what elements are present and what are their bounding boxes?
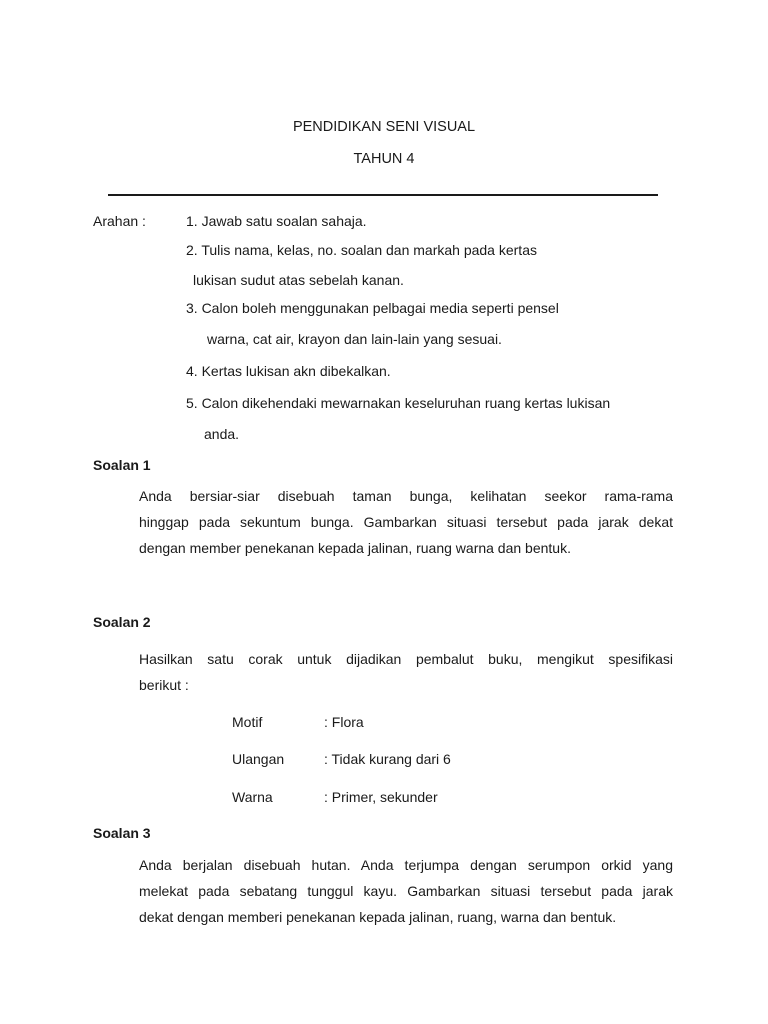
soalan3-line: Anda berjalan disebuah hutan. Anda terjumpa dengan serumpon orkid yang xyxy=(139,857,673,873)
soalan1-heading: Soalan 1 xyxy=(93,457,151,473)
arahan-item-5-cont: anda. xyxy=(204,426,240,442)
header-divider xyxy=(108,194,658,196)
spec-label-motif: Motif xyxy=(232,714,263,730)
soalan1-line: hinggap pada sekuntum bunga. Gambarkan situasi tersebut pada jarak dekat xyxy=(139,514,673,530)
soalan2-heading: Soalan 2 xyxy=(93,614,151,630)
arahan-item-4: 4. Kertas lukisan akn dibekalkan. xyxy=(186,363,391,379)
soalan3-heading: Soalan 3 xyxy=(93,825,151,841)
spec-value-warna: : Primer, sekunder xyxy=(324,789,438,805)
soalan1-body xyxy=(139,483,673,561)
spec-label-warna: Warna xyxy=(232,789,273,805)
arahan-item-2-cont: lukisan sudut atas sebelah kanan. xyxy=(193,272,404,288)
arahan-item-1: 1. Jawab satu soalan sahaja. xyxy=(186,213,367,229)
arahan-item-3: 3. Calon boleh menggunakan pelbagai media seperti pensel xyxy=(186,300,559,316)
arahan-item-5: 5. Calon dikehendaki mewarnakan keseluruhan ruang kertas lukisan xyxy=(186,395,611,411)
soalan1-line: Anda bersiar-siar disebuah taman bunga, kelihatan seekor rama-rama xyxy=(139,488,673,504)
soalan2-line: berikut : xyxy=(139,677,189,693)
soalan1-line: dengan member penekanan kepada jalinan, ruang warna dan bentuk. xyxy=(139,540,571,556)
soalan3-line: dekat dengan memberi penekanan kepada jalinan, ruang, warna dan bentuk. xyxy=(139,909,617,925)
arahan-label: Arahan : xyxy=(93,213,146,229)
spec-value-motif: : Flora xyxy=(324,714,364,730)
soalan2-line: Hasilkan satu corak untuk dijadikan pembalut buku, mengikut spesifikasi xyxy=(139,651,673,667)
spec-label-ulangan: Ulangan xyxy=(232,751,285,767)
spec-value-ulangan: : Tidak kurang dari 6 xyxy=(324,751,451,767)
page-subtitle: TAHUN 4 xyxy=(353,151,415,167)
soalan2-body xyxy=(139,646,673,698)
arahan-item-3-cont: warna, cat air, krayon dan lain-lain yang sesuai. xyxy=(207,331,502,347)
soalan3-body xyxy=(139,852,673,930)
soalan3-line: melekat pada sebatang tunggul kayu. Gambarkan situasi tersebut pada jarak xyxy=(139,883,673,899)
arahan-item-2: 2. Tulis nama, kelas, no. soalan dan markah pada kertas xyxy=(186,242,537,258)
page-title: PENDIDIKAN SENI VISUAL xyxy=(292,119,476,135)
